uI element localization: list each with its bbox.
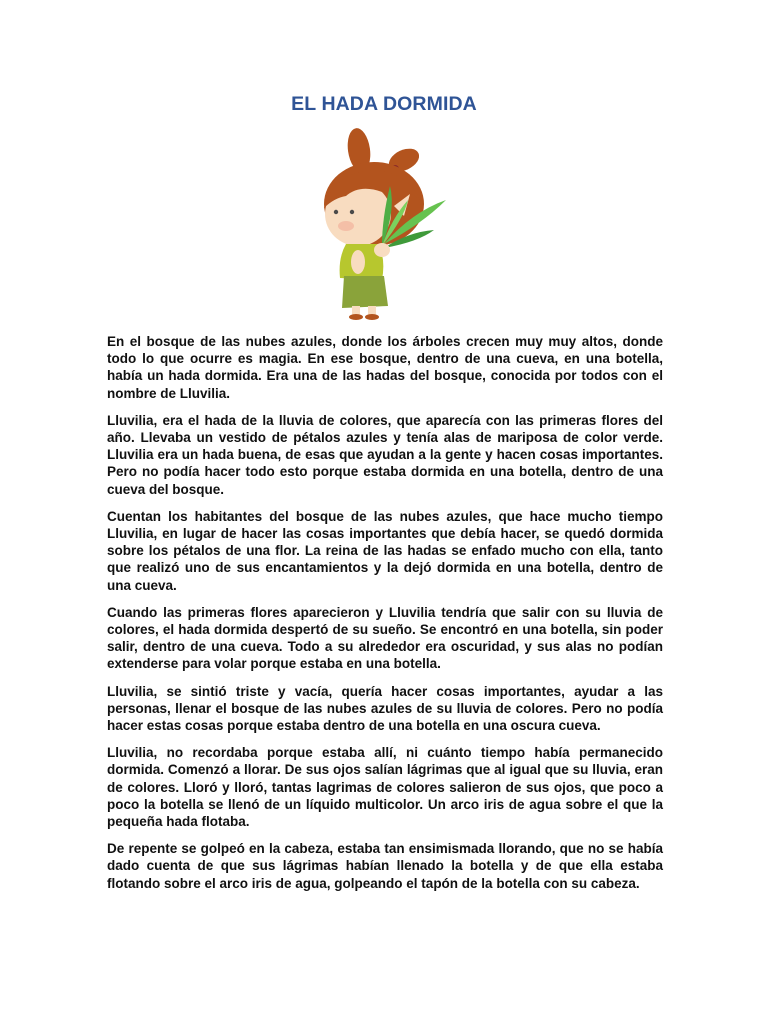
paragraph: De repente se golpeó en la cabeza, estaba tan ensimismada llorando, que no se había dado cuenta de que sus lágrimas habían llenado la botella y de que ella estaba flotando sobre el arco iris de agua, golpeando el tapón de la botella con su cabeza. [107, 841, 663, 891]
page-title: EL HADA DORMIDA [291, 93, 477, 115]
fairy-illustration-icon [312, 126, 452, 322]
paragraph: Lluvilia, no recordaba porque estaba allí, ni cuánto tiempo había permanecido dormida. Comenzó a llorar. De sus ojos salían lágrimas que al igual que su lluvia, eran de colores. Lloró y lloró, tantas lagrimas de colores salieron de sus ojos, que poco a poco la botella se llenó de un líquido multicolor. Un arco iris de agua sobre el que la pequeña hada flotaba. [107, 745, 663, 830]
paragraph: Cuando las primeras flores aparecieron y Lluvilia tendría que salir con su lluvia de colores, el hada dormida despertó de su sueño. Se encontró en una botella, sin poder salir, dentro de una cueva. Todo a su alrededor era oscuridad, y sus alas no podían extenderse para volar porque estaba en una botella. [107, 604, 663, 672]
paragraph: Cuentan los habitantes del bosque de las nubes azules, que hace mucho tiempo Lluvilia, en lugar de hacer las cosas importantes que debía hacer, se quedó dormida sobre los pétalos de una flor. La reina de las hadas se enfado mucho con ella, tanto que realizó uno de sus encantamientos y la dejó dormida en una botella, dentro de una cueva. [107, 508, 663, 593]
paragraph: En el bosque de las nubes azules, donde los árboles crecen muy muy altos, donde todo lo que ocurre es magia. En ese bosque, dentro de una cueva, en una botella, había un hada dormida. Era una de las hadas del bosque, conocida por todos con el nombre de Lluvilia. [107, 334, 663, 401]
paragraph: Lluvilia, se sintió triste y vacía, quería hacer cosas importantes, ayudar a las personas, llenar el bosque de las nubes azules de su lluvia de colores. Pero no podía hacer estas cosas porque estaba dentro de una botella en una oscura cueva. [107, 683, 663, 734]
story-body [107, 333, 663, 902]
paragraph: Lluvilia, era el hada de la lluvia de colores, que aparecía con las primeras flores del año. Llevaba un vestido de pétalos azules y tenía alas de mariposa de color verde. Lluvilia era un hada buena, de esas que ayudan a la gente y hacen cosas importantes. Pero no podía hacer todo esto porque estaba dormida en una botella, dentro de una cueva del bosque. [107, 412, 663, 497]
